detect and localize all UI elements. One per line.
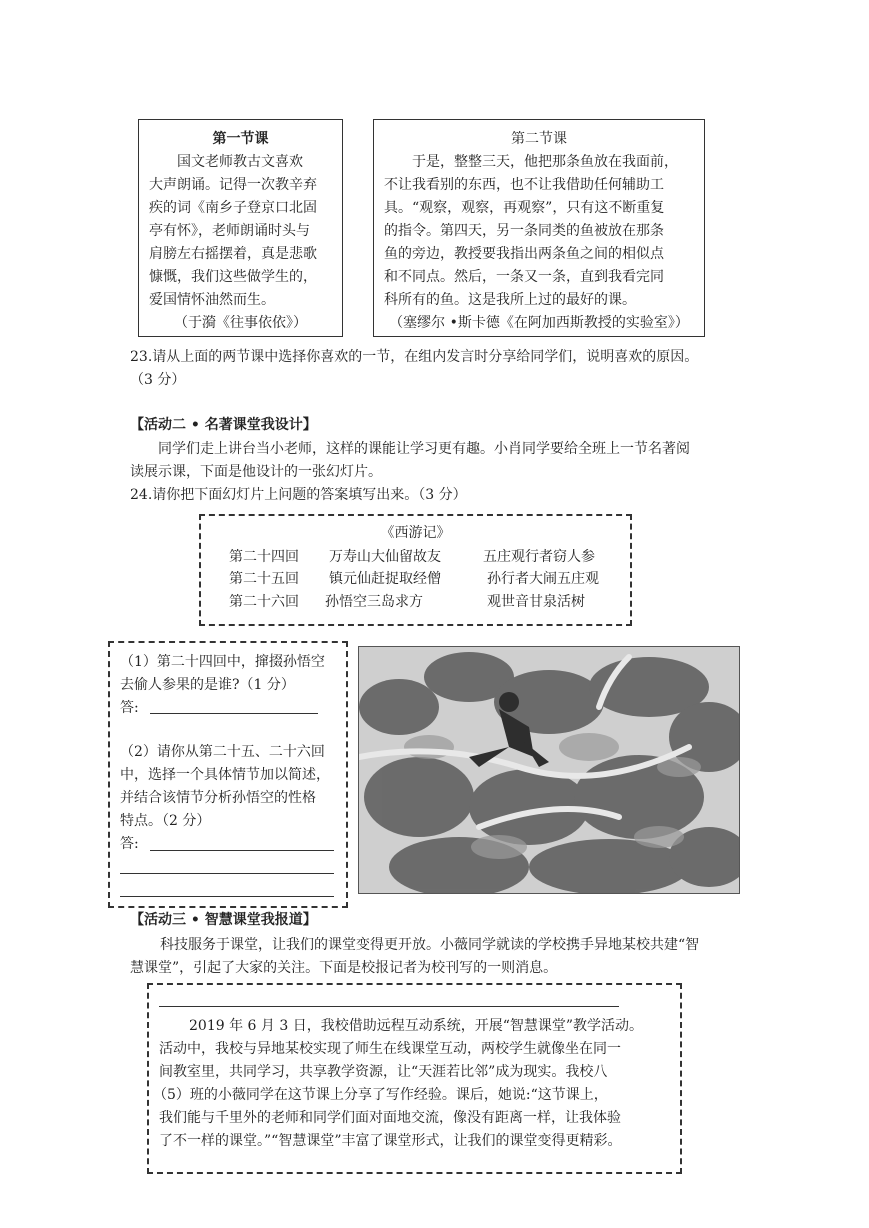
q1-text: 去偷人参果的是谁?（1 分）: [120, 677, 295, 693]
lesson1-line: 亭有怀》，老师朗诵时头与: [149, 223, 310, 239]
news-title-line: [159, 1005, 619, 1007]
questions-box: [108, 641, 348, 908]
lesson1-title: 第一节课: [212, 131, 269, 147]
slide-chapter-a: 万寿山大仙留故友: [329, 549, 441, 565]
slide-chapter-b: 五庄观行者窃人参: [483, 549, 595, 565]
lesson1-line: 慷慨，我们这些做学生的，: [149, 269, 317, 285]
q1-answer-line[interactable]: [150, 712, 318, 714]
lesson1-line: 国文老师教古文喜欢: [177, 154, 303, 170]
slide-chapter-a: 孙悟空三岛求方: [325, 594, 423, 610]
illustration-svg: [359, 647, 739, 893]
lesson2-line: 于是，整整三天，他把那条鱼放在我面前，: [412, 154, 678, 170]
q1-answer-label: 答:: [120, 700, 139, 716]
slide-chapter-num: 第二十四回: [229, 549, 299, 565]
news-line: （5）班的小薇同学在这节课上分享了写作经验。课后，她说:“这节课上，: [153, 1087, 608, 1103]
activity2-para: 读展示课，下面是他设计的一张幻灯片。: [130, 464, 382, 480]
q2-answer-line[interactable]: [120, 872, 334, 874]
lesson1-box: [138, 119, 343, 337]
activity3-heading: 【活动三 • 智慧课堂我报道】: [130, 912, 317, 928]
slide-chapter-a: 镇元仙赶捉取经僧: [329, 571, 441, 587]
lesson2-line: 科所有的鱼。这是我所上过的最好的课。: [384, 292, 636, 308]
lesson2-box: [373, 119, 705, 337]
q2-text: 特点。（2 分）: [120, 813, 211, 829]
q24-text: 24.请你把下面幻灯片上问题的答案填写出来。（3 分）: [130, 487, 467, 503]
slide-chapter-b: 孙行者大闹五庄观: [487, 571, 599, 587]
lesson1-line: 疾的词《南乡子登京口北固: [149, 200, 317, 216]
q23-line2: （3 分）: [130, 372, 186, 388]
slide-chapter-num: 第二十六回: [229, 594, 299, 610]
lesson2-line: 和不同点。然后，一条又一条，直到我看完同: [384, 269, 664, 285]
news-box: [147, 983, 682, 1174]
q2-answer-line[interactable]: [120, 895, 334, 897]
q23-line1: 23.请从上面的两节课中选择你喜欢的一节，在组内发言时分享给同学们，说明喜欢的原因。: [130, 349, 699, 365]
slide-chapter-num: 第二十五回: [229, 571, 299, 587]
slide-box: [199, 514, 632, 626]
lesson2-title: 第二节课: [511, 131, 567, 147]
lesson1-line: 肩膀左右摇摆着，真是悲歌: [149, 246, 317, 262]
q2-text: 中，选择一个具体情节加以简述，: [120, 767, 330, 783]
lesson1-line: 爱国情怀油然而生。: [149, 292, 275, 308]
slide-chapter-b: 观世音甘泉活树: [487, 594, 585, 610]
lesson2-line: 的指令。第四天，另一条同类的鱼被放在那条: [384, 223, 664, 239]
news-line: 活动中，我校与异地某校实现了师生在线课堂互动，两校学生就像坐在同一: [159, 1041, 621, 1057]
news-line: 间教室里，共同学习，共享教学资源，让“天涯若比邻”成为现实。我校八: [159, 1064, 608, 1080]
lesson1-line: 大声朗诵。记得一次教辛弃: [149, 177, 317, 193]
q2-text: 并结合该情节分析孙悟空的性格: [120, 790, 316, 806]
illustration-image: [358, 646, 740, 894]
activity3-para: 慧课堂”，引起了大家的关注。下面是校报记者为校刊写的一则消息。: [130, 960, 558, 976]
news-line: 了不一样的课堂。”“智慧课堂”丰富了课堂形式，让我们的课堂变得更精彩。: [159, 1133, 622, 1149]
activity2-heading: 【活动二 • 名著课堂我设计】: [130, 417, 317, 433]
lesson2-line: 具。“观察，观察，再观察”，只有这不断重复: [384, 200, 665, 216]
activity2-para: 同学们走上讲台当小老师，这样的课能让学习更有趣。小肖同学要给全班上一节名著阅: [158, 441, 690, 457]
lesson2-line: 鱼的旁边，教授要我指出两条鱼之间的相似点: [384, 246, 664, 262]
q1-text: （1）第二十四回中，撺掇孙悟空: [120, 654, 325, 670]
news-line: 我们能与千里外的老师和同学们面对面地交流，像没有距离一样，让我体验: [159, 1110, 621, 1126]
lesson2-line: 不让我看别的东西，也不让我借助任何辅助工: [384, 177, 664, 193]
slide-title: 《西游记》: [380, 525, 451, 541]
lesson1-source: （于漪《往事依依》）: [174, 315, 307, 331]
activity3-para: 科技服务于课堂，让我们的课堂变得更开放。小薇同学就读的学校携手异地某校共建“智: [160, 937, 700, 953]
q2-answer-label: 答:: [120, 836, 139, 852]
news-line: 2019 年 6 月 3 日，我校借助远程互动系统，开展“智慧课堂”教学活动。: [189, 1018, 644, 1034]
q2-answer-line[interactable]: [150, 849, 334, 851]
q2-text: （2）请你从第二十五、二十六回: [120, 744, 325, 760]
lesson2-source: （塞缪尔 •斯卡德《在阿加西斯教授的实验室》）: [389, 315, 689, 331]
